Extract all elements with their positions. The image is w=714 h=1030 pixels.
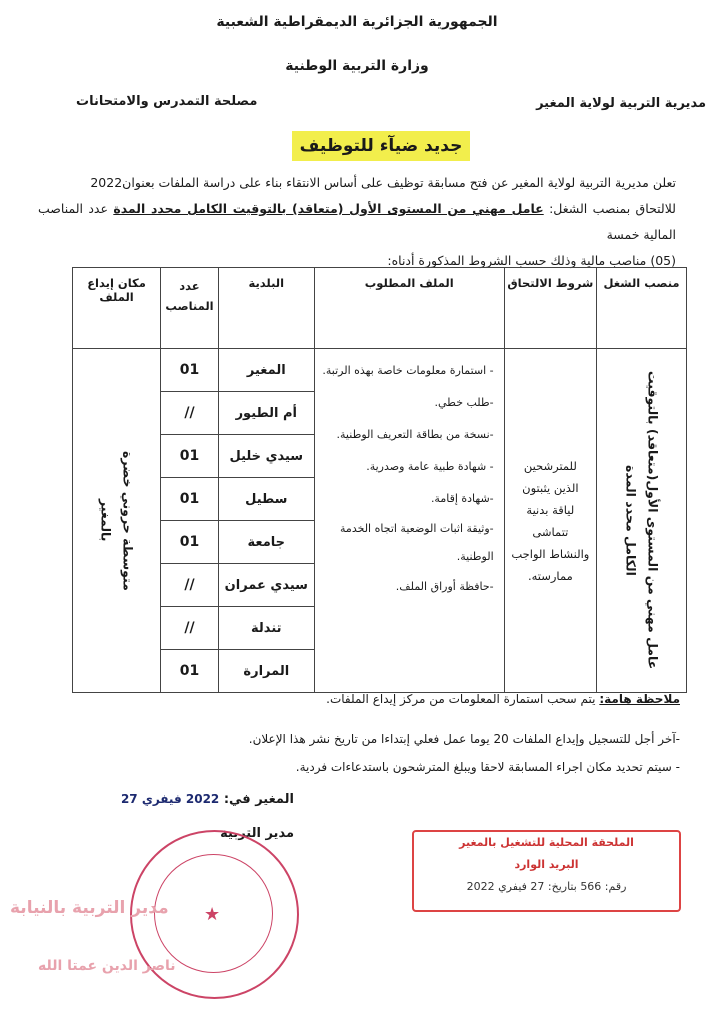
exam-place-note: - سيتم تحديد مكان اجراء المسابقة لاحقا ويبلغ المترشحون باستدعاءات فردية. (295, 760, 680, 774)
municipality-cell: تندلة (218, 607, 314, 650)
municipality-cell: سيدي خليل (218, 435, 314, 478)
ministry-title: وزارة التربية الوطنية (285, 58, 429, 74)
intro-line-3: (05) مناصب مالية وذلك حسب الشروط المذكورة أدناه: (387, 253, 676, 268)
count-cell: 01 (161, 650, 219, 693)
header-files: الملف المطلوب (314, 268, 504, 349)
count-cell: // (161, 564, 219, 607)
post-vertical-text: عامل مهني من المستوى الأول(متعاقد) بالتوقيت الكامل محدد المدة (623, 371, 661, 670)
deadline-note: -آخر أجل للتسجيل وإيداع الملفات 20 يوما عمل فعلي إبتداءا من تاريخ نشر هذا الإعلان. (248, 732, 680, 746)
count-cell: // (161, 392, 219, 435)
municipality-cell: المرارة (218, 650, 314, 693)
municipality-cell: جامعة (218, 521, 314, 564)
title-banner: جديد ضيآء للتوظيف (292, 131, 470, 161)
header-municipality: البلدية (218, 268, 314, 349)
reception-stamp (412, 830, 681, 912)
count-cell: 01 (161, 349, 219, 392)
intro-line-2 (38, 196, 676, 248)
file-item: - شهادة طبية عامة وصدرية. (366, 460, 494, 473)
positions-table (72, 267, 687, 693)
date-stamp: 2022 فيفري 27 (120, 792, 220, 806)
municipality-cell: المغير (218, 349, 314, 392)
file-item: -وثيقة اثبات الوضعية اتجاه الخدمة الوطنية. (340, 522, 494, 563)
post-title-emphasis: عامل مهني من المستوى الأول (متعاقد) بالتوقيت الكامل محدد المدة (113, 201, 544, 216)
count-cell: 01 (161, 435, 219, 478)
municipality-cell: سطيل (218, 478, 314, 521)
intro-line-2-suffix: عدد المناصب المالية خمسة (38, 201, 676, 242)
intro-line-2-prefix: للالتحاق بمنصب الشغل: (549, 201, 676, 216)
republic-title: الجمهورية الجزائرية الديمقراطية الشعبية (216, 14, 498, 30)
intro-paragraph (38, 170, 676, 274)
municipality-cell: أم الطيور (218, 392, 314, 435)
header-conditions: شروط الالتحاق (504, 268, 596, 349)
count-cell: 01 (161, 521, 219, 564)
important-note (326, 692, 680, 706)
file-item: -نسخة من بطاقة التعريف الوطنية. (336, 428, 494, 441)
file-item: -شهادة إقامة. (430, 492, 494, 505)
municipality-cell: سيدي عمران (218, 564, 314, 607)
faint-signer-name: ناصر الدين عمتا الله (38, 958, 176, 974)
count-cell: // (161, 607, 219, 650)
stamp-line-3: رقم: 566 بتاريخ: 27 فيفري 2022 (466, 880, 627, 893)
signature-place (121, 792, 294, 807)
file-item: - استمارة معلومات خاصة بهذه الرتبة. (322, 364, 494, 377)
intro-line-1: تعلن مديرية التربية لولاية المغير عن فتح مسابقة توظيف على أساس الانتقاء بناء على دراسة الملفات بعنوان2022 (90, 175, 676, 190)
count-cell: 01 (161, 478, 219, 521)
header-place: مكان إيداع الملف (73, 268, 161, 349)
signer-title: مدير التربية (220, 826, 294, 841)
faint-signature-text: مدير التربية بالنيابة (10, 898, 169, 918)
post-cell (597, 349, 687, 693)
directorate-label: مديرية التربية لولاية المغير (536, 96, 706, 111)
files-cell (314, 349, 504, 693)
place-cell (73, 349, 161, 693)
header-count: عدد المناصب (161, 268, 219, 349)
star-icon: ★ (204, 904, 221, 925)
place-vertical-text: متوسطة حروني خضرة بالمغير (98, 450, 136, 591)
important-note-text: يتم سحب استمارة المعلومات من مركز إيداع الملفات. (326, 692, 596, 706)
signature-place-label: المغير في: (223, 792, 294, 807)
file-item: -حافظة أوراق الملف. (395, 580, 494, 593)
stamp-line-1: الملحقة المحلية للتشغيل بالمغير (459, 836, 634, 849)
header-post: منصب الشغل (597, 268, 687, 349)
table-row (73, 349, 687, 392)
stamp-line-2: البريد الوارد (514, 858, 579, 871)
file-item: -طلب خطي. (434, 396, 494, 409)
table-header-row (73, 268, 687, 349)
service-label: مصلحة التمدرس والامتحانات (76, 94, 258, 109)
conditions-cell: للمترشحين الذين يثبتون لياقة بدنية تتماشى والنشاط الواجب ممارسته. (504, 349, 596, 693)
important-note-label: ملاحظة هامة: (599, 692, 680, 706)
